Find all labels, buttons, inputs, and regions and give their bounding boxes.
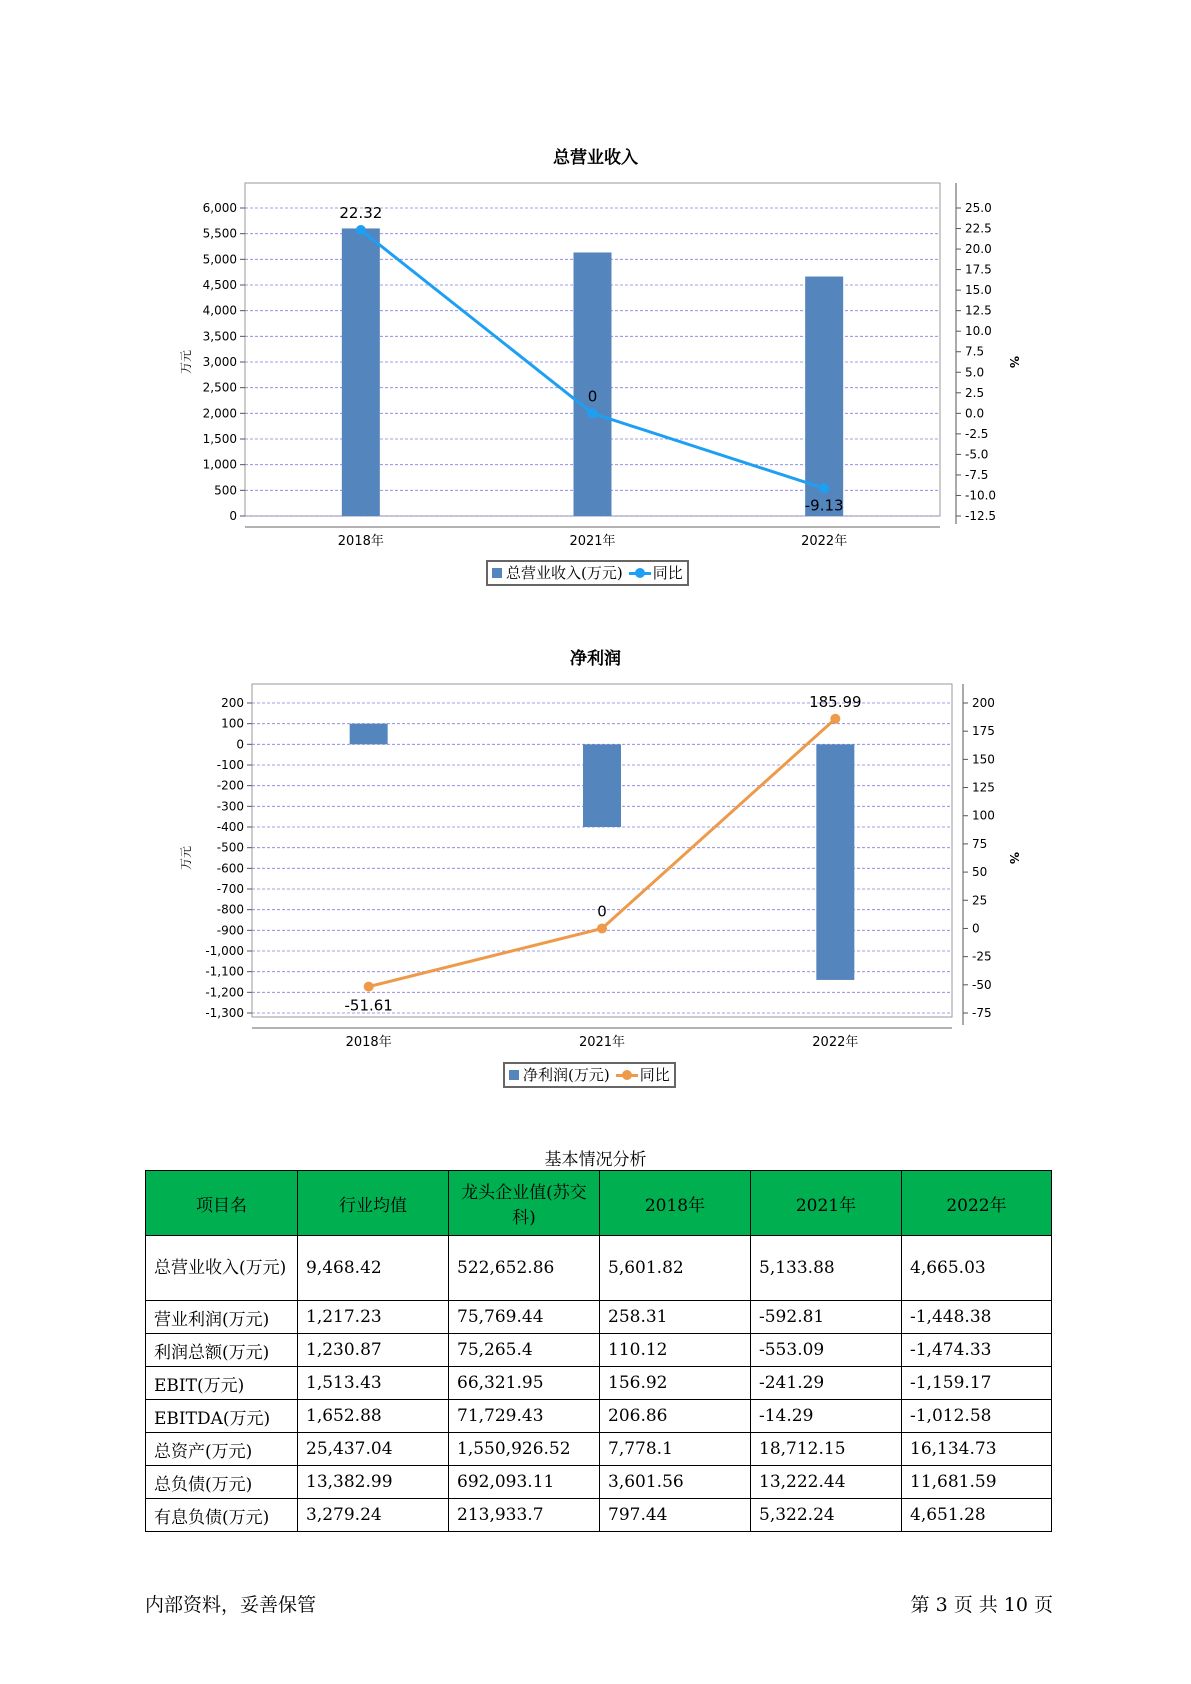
row-label-cell: 总负债(万元) (146, 1466, 298, 1499)
left-axis-tick-label: 4,500 (202, 278, 237, 292)
value-cell: 156.92 (600, 1367, 751, 1400)
bar-legend-label: 总营业收入(万元) (506, 564, 623, 582)
line-data-label: 0 (587, 387, 598, 406)
row-label-cell: 总营业收入(万元) (146, 1236, 298, 1301)
right-axis-tick-label: 0.0 (965, 406, 985, 421)
value-cell: 75,769.44 (449, 1301, 600, 1334)
x-axis-category-label: 2022年 (812, 1035, 859, 1050)
left-axis-tick-label: 1,000 (202, 457, 237, 472)
header-cell: 2018年 (600, 1171, 751, 1236)
x-axis-category-label: 2021年 (578, 1035, 626, 1050)
value-cell: -241.29 (751, 1367, 902, 1400)
left-axis-tick-label: -1,100 (205, 964, 244, 979)
table-caption: 基本情况分析 (544, 1150, 647, 1170)
left-axis-tick-label: -1,300 (205, 1006, 244, 1020)
value-cell: -553.09 (751, 1334, 902, 1367)
value-cell: 13,222.44 (751, 1466, 902, 1499)
row-label-cell: 有息负债(万元) (146, 1499, 298, 1532)
left-axis-tick-label: 0 (229, 509, 237, 523)
header-cell: 2021年 (751, 1171, 902, 1236)
line-legend-swatch (616, 1070, 638, 1080)
left-axis-tick-label: 6,000 (202, 201, 237, 215)
value-cell: 1,652.88 (298, 1400, 449, 1433)
value-cell: 13,382.99 (298, 1466, 449, 1499)
table-row (146, 1301, 1052, 1334)
left-axis-tick-label: -200 (216, 778, 244, 793)
value-cell: 5,601.82 (600, 1236, 751, 1301)
basic-analysis-table (145, 1170, 1052, 1532)
value-cell: -1,159.17 (902, 1367, 1052, 1400)
left-axis-tick-label: 5,500 (202, 226, 237, 241)
left-axis-tick-label: 5,000 (202, 252, 237, 267)
value-cell: 5,322.24 (751, 1499, 902, 1532)
value-cell: 213,933.7 (449, 1499, 600, 1532)
value-cell: 4,665.03 (902, 1236, 1052, 1301)
right-axis-tick-label: 175 (972, 724, 995, 739)
value-cell: 66,321.95 (449, 1367, 600, 1400)
right-axis-tick-label: 200 (972, 696, 995, 710)
left-axis-tick-label: 2,000 (202, 406, 237, 421)
right-axis-tick-label: 15.0 (965, 283, 992, 298)
right-axis-tick-label: -50 (972, 977, 992, 992)
value-cell: 1,217.23 (298, 1301, 449, 1334)
right-axis-tick-label: 5.0 (965, 365, 985, 380)
left-axis-tick-label: -500 (216, 840, 244, 855)
value-cell: -592.81 (751, 1301, 902, 1334)
right-axis-tick-label: 0 (972, 921, 980, 936)
row-label-cell: EBIT(万元) (146, 1367, 298, 1400)
right-axis-tick-label: -75 (972, 1006, 992, 1020)
table-row (146, 1499, 1052, 1532)
right-axis-tick-label: 2.5 (965, 385, 985, 400)
table-header-row (146, 1171, 1052, 1236)
value-cell: 258.31 (600, 1301, 751, 1334)
left-axis-tick-label: 2,500 (202, 380, 237, 395)
value-cell: 1,550,926.52 (449, 1433, 600, 1466)
value-cell: 25,437.04 (298, 1433, 449, 1466)
value-cell: 3,601.56 (600, 1466, 751, 1499)
right-axis-tick-label: 12.5 (965, 303, 992, 318)
right-axis-tick-label: 20.0 (965, 242, 992, 257)
right-axis-tick-label: -12.5 (965, 509, 997, 523)
line-point (364, 982, 374, 992)
table-row (146, 1367, 1052, 1400)
left-axis-tick-label: -800 (216, 902, 244, 917)
right-axis-tick-label: 125 (972, 780, 995, 795)
x-axis-category-label: 2021年 (569, 534, 616, 549)
left-axis-tick-label: -900 (216, 923, 244, 938)
table-row (146, 1236, 1052, 1301)
bar (583, 744, 621, 827)
x-axis-category-label: 2022年 (801, 534, 848, 549)
left-axis-tick-label: 0 (236, 737, 244, 752)
bar (350, 724, 388, 745)
row-label-cell: 利润总额(万元) (146, 1334, 298, 1367)
bar (816, 744, 854, 980)
header-cell: 行业均值 (298, 1171, 449, 1236)
value-cell: 3,279.24 (298, 1499, 449, 1532)
value-cell: 110.12 (600, 1334, 751, 1367)
row-label-cell: 总资产(万元) (146, 1433, 298, 1466)
left-axis-tick-label: 200 (221, 696, 244, 710)
value-cell: 75,265.4 (449, 1334, 600, 1367)
right-axis-tick-label: 22.5 (965, 221, 992, 236)
line-legend-label: 同比 (652, 564, 683, 582)
left-axis-tick-label: -1,000 (205, 944, 244, 958)
right-axis-tick-label: 7.5 (965, 344, 985, 359)
right-axis-tick-label: 50 (972, 865, 988, 880)
x-axis-category-label: 2018年 (345, 1035, 392, 1050)
footer-page-number: 第 3 页 共 10 页 (910, 1594, 1053, 1616)
right-axis-tick-label: -7.5 (965, 467, 989, 482)
value-cell: 5,133.88 (751, 1236, 902, 1301)
left-axis-label: 万元 (179, 845, 193, 871)
left-axis-tick-label: 3,500 (202, 329, 237, 344)
value-cell: -1,012.58 (902, 1400, 1052, 1433)
left-axis-tick-label: -600 (216, 861, 244, 876)
right-axis-tick-label: -10.0 (965, 488, 997, 503)
value-cell: -1,448.38 (902, 1301, 1052, 1334)
line-data-label: 185.99 (809, 692, 862, 711)
value-cell: 11,681.59 (902, 1466, 1052, 1499)
footer-confidential-note: 内部资料，妥善保管 (145, 1594, 317, 1616)
net-profit-chart-legend (503, 1062, 676, 1088)
right-axis-tick-label: -2.5 (965, 426, 989, 441)
table-row (146, 1433, 1052, 1466)
right-axis-tick-label: -5.0 (965, 447, 989, 462)
right-axis-tick-label: 25 (972, 893, 988, 908)
right-axis-tick-label: 10.0 (965, 324, 992, 339)
value-cell: 1,230.87 (298, 1334, 449, 1367)
value-cell: 16,134.73 (902, 1433, 1052, 1466)
value-cell: 206.86 (600, 1400, 751, 1433)
right-axis-tick-label: 75 (972, 836, 988, 851)
header-cell: 项目名 (146, 1171, 298, 1236)
left-axis-tick-label: -400 (216, 820, 244, 834)
chart-title-revenue: 总营业收入 (553, 148, 638, 168)
bar-legend-label: 净利润(万元) (523, 1066, 610, 1084)
left-axis-tick-label: -700 (216, 882, 244, 896)
row-label-cell: EBITDA(万元) (146, 1400, 298, 1433)
table-row (146, 1400, 1052, 1433)
right-axis-tick-label: 25.0 (965, 201, 992, 215)
left-axis-tick-label: -300 (216, 799, 244, 814)
value-cell: 71,729.43 (449, 1400, 600, 1433)
value-cell: -14.29 (751, 1400, 902, 1433)
left-axis-label: 万元 (179, 349, 193, 375)
value-cell: 9,468.42 (298, 1236, 449, 1301)
line-legend-label: 同比 (639, 1066, 670, 1084)
line-point (597, 923, 607, 933)
row-label-cell: 营业利润(万元) (146, 1301, 298, 1334)
bar-legend-swatch (509, 1070, 519, 1080)
line-data-label: -9.13 (804, 496, 844, 515)
table-row (146, 1466, 1052, 1499)
line-data-label: 22.32 (339, 204, 383, 223)
left-axis-tick-label: 1,500 (202, 432, 237, 446)
value-cell: 522,652.86 (449, 1236, 600, 1301)
right-axis-label: % (1007, 851, 1021, 865)
right-axis-tick-label: 17.5 (965, 262, 992, 277)
value-cell: -1,474.33 (902, 1334, 1052, 1367)
left-axis-tick-label: 100 (221, 716, 244, 731)
value-cell: 797.44 (600, 1499, 751, 1532)
left-axis-tick-label: -100 (216, 758, 244, 772)
line-data-label: 0 (597, 902, 607, 921)
left-axis-tick-label: 3,000 (202, 355, 237, 369)
right-axis-tick-label: 150 (972, 752, 995, 767)
right-axis-tick-label: -25 (972, 949, 992, 964)
left-axis-tick-label: -1,200 (205, 985, 244, 1000)
line-data-label: -51.61 (344, 996, 393, 1015)
value-cell: 692,093.11 (449, 1466, 600, 1499)
x-axis-category-label: 2018年 (337, 534, 384, 549)
value-cell: 7,778.1 (600, 1433, 751, 1466)
value-cell: 1,513.43 (298, 1367, 449, 1400)
chart-title-net-profit: 净利润 (570, 649, 621, 669)
table-row (146, 1334, 1052, 1367)
value-cell: 18,712.15 (751, 1433, 902, 1466)
line-point (830, 714, 840, 724)
header-cell: 2022年 (902, 1171, 1052, 1236)
value-cell: 4,651.28 (902, 1499, 1052, 1532)
right-axis-tick-label: 100 (972, 808, 995, 823)
header-cell: 龙头企业值(苏交科) (449, 1171, 600, 1236)
left-axis-tick-label: 4,000 (202, 303, 237, 318)
right-axis-label: % (1007, 355, 1021, 369)
left-axis-tick-label: 500 (214, 483, 237, 498)
